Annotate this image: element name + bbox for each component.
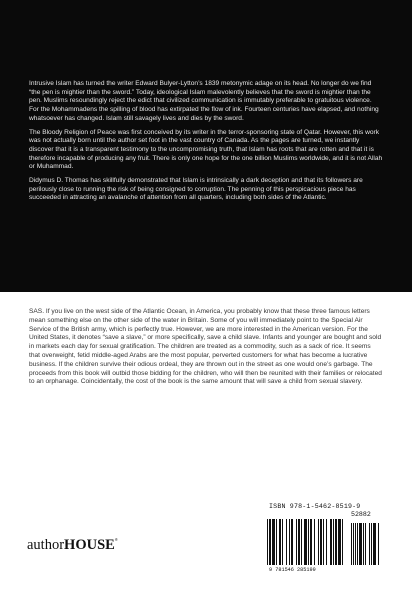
logo-author-text: author xyxy=(27,537,65,553)
barcode-addon-number: 52882 xyxy=(351,511,371,518)
sas-description xyxy=(29,308,383,387)
isbn-text: ISBN 978-1-5462-8519-9 xyxy=(269,503,361,510)
isbn-barcode xyxy=(265,503,383,575)
blurb-paragraph-3: Didymus D. Thomas has skillfully demonstrated that Islam is intrinsically a dark deception and that its followers are perilously close to running the risk of being consigned to corruption. The penning of this perspicacious piece has succeeded in attracting an avalanche of attention from all quarters, including both sides of the Atlantic. xyxy=(29,177,363,202)
blurb-paragraph-1: Intrusive Islam has turned the writer Edward Bulyer-Lytton’s 1839 metonymic adage on its head. No longer do we find “the pen is mightier than the sword.” Today, ideological Islam malevolently believes that the sword is mightier than the pen. Muslims resoundingly reject the edict that civilized communication is immutably preferable to gratuitous violence. For the Mohammadens the spilling of blood has extirpated the flow of ink. Fourteen centuries have elapsed, and nothing whatsoever has changed. Islam still savagely lives and dies by the sword. xyxy=(29,80,379,122)
registered-mark: ® xyxy=(114,537,118,542)
barcode-digits: 9 781546 285199 xyxy=(269,567,316,573)
back-cover-dark-panel xyxy=(0,0,412,292)
barcode-icon xyxy=(265,519,383,567)
authorhouse-logo xyxy=(27,537,118,554)
logo-house-text: HOUSE xyxy=(64,537,115,553)
blurb-paragraph-2: The Bloody Religion of Peace was first conceived by its writer in the terror-sponsoring state of Qatar. However, this work was not actually born until the author set foot in the vast country of Canada. As the pages are turned, we instantly discover that it is a transparent testimony to the uncompromising truth, that Islam has roots that are rotten and that it is therefore incapable of producing any fruit. There is only one hope for the one billion Muslims worldwide, and it is not Allah or Muhammad. xyxy=(29,128,383,171)
blurb-text xyxy=(29,80,383,208)
sas-paragraph: SAS. If you live on the west side of the Atlantic Ocean, in America, you probably know that these three famous letters mean something else on the other side of the water in Britain. Some of you will immediately point to the Special Air Service of the British army, which is perfectly true. However, we are more interested in the American version. For the United States, it denotes “save a slave,” or more specifically, save a child slave. Infants and younger are bought and sold in markets each day for sexual gratification. The children are treated as a commodity, such as a sack of rice. It seems that overweight, fetid middle-aged Arabs are the most popular, perverted customers for what has become a lucrative business. If the children survive their odious ordeal, they are thrown out in the street as one would one’s garbage. The proceeds from this book will outbid those bidding for the children, who will then be reunited with their families or relocated to an orphanage. Coincidentally, the cost of the book is the same amount that will save a child from sexual slavery. xyxy=(29,308,382,386)
